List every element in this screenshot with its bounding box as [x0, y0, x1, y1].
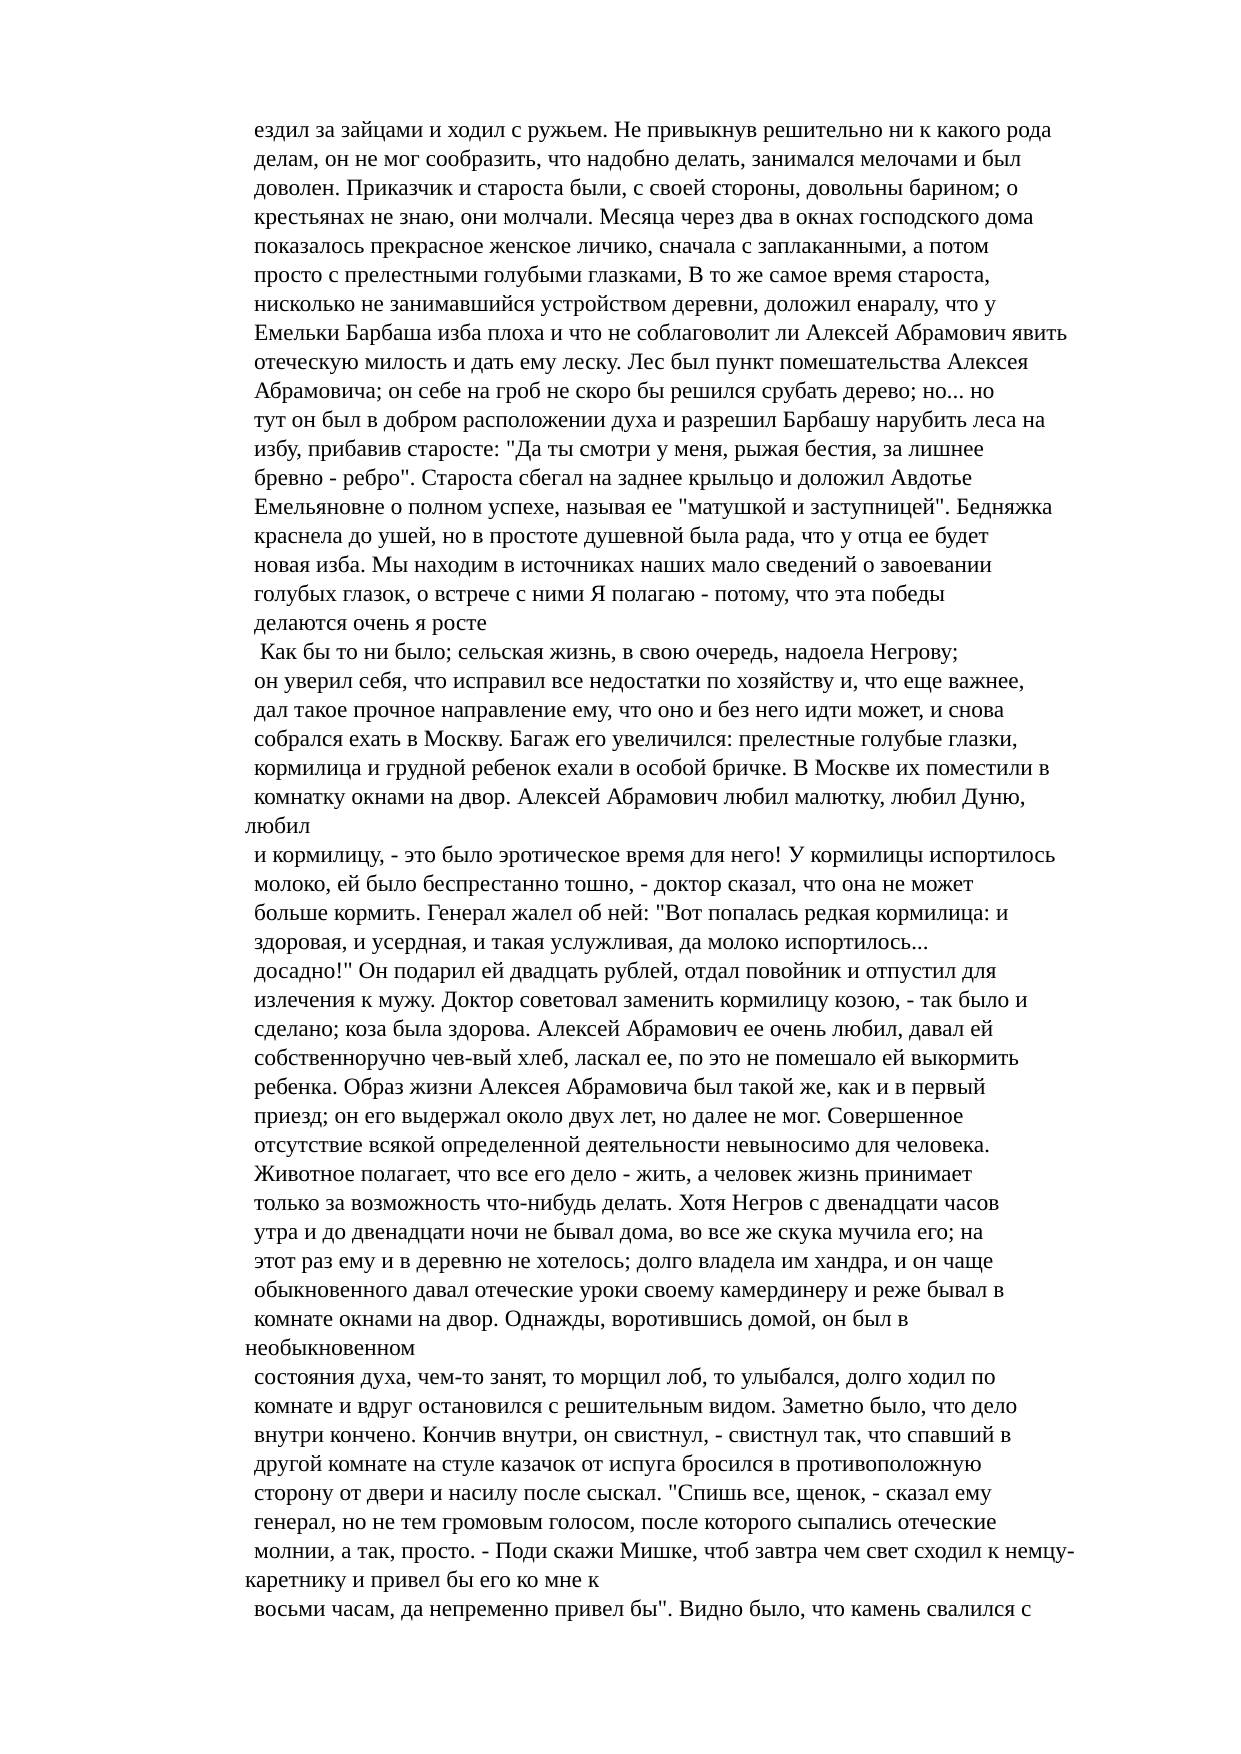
text-line: краснела до ушей, но в простоте душевной была рада, что у отца ее будет — [254, 523, 989, 549]
text-line: отсутствие всякой определенной деятельности невыносимо для человека. — [254, 1132, 990, 1158]
text-line: этот раз ему и в деревню не хотелось; долго владела им хандра, и он чаще — [254, 1248, 994, 1274]
text-line: крестьянах не знаю, они молчали. Месяца через два в окнах господского дома — [254, 204, 1034, 230]
text-line: новая изба. Мы находим в источниках наших мало сведений о завоевании — [254, 552, 992, 578]
text-line: каретнику и привел бы его ко мне к — [245, 1567, 600, 1593]
text-line: он уверил себя, что исправил все недостатки по хозяйству и, что еще важнее, — [254, 668, 1025, 694]
text-line: утра и до двенадцати ночи не бывал дома, во все же скука мучила его; на — [254, 1219, 984, 1245]
text-line: просто с прелестными голубыми глазками, В то же самое время староста, — [254, 262, 991, 288]
text-line: другой комнате на стуле казачок от испуга бросился в противоположную — [254, 1451, 982, 1477]
text-line: собственноручно чев-вый хлеб, ласкал ее, по это не помешало ей выкормить — [254, 1045, 1019, 1071]
text-line: молнии, а так, просто. - Поди скажи Мишке, чтоб завтра чем свет сходил к немцу- — [254, 1538, 1075, 1564]
text-line: обыкновенного давал отеческие уроки своему камердинеру и реже бывал в — [254, 1277, 1005, 1303]
text-line: избу, прибавив старосте: "Да ты смотри у меня, рыжая бестия, за лишнее — [254, 436, 984, 462]
text-line: отеческую милость и дать ему леску. Лес был пункт помешательства Алексея — [254, 349, 1029, 375]
text-line: ездил за зайцами и ходил с ружьем. Не привыкнув решительно ни к какого рода — [254, 117, 1052, 143]
text-line: приезд; он его выдержал около двух лет, но далее не мог. Совершенное — [254, 1103, 964, 1129]
text-line: внутри кончено. Кончив внутри, он свистнул, - свистнул так, что спавший в — [254, 1422, 1012, 1448]
text-line: дал такое прочное направление ему, что оно и без него идти может, и снова — [254, 697, 1005, 723]
text-line: излечения к мужу. Доктор советовал заменить кормилицу козою, - так было и — [254, 987, 1028, 1013]
text-line: Как бы то ни было; сельская жизнь, в свою очередь, надоела Негрову; — [254, 639, 959, 665]
text-line: только за возможность что-нибудь делать. Хотя Негров с двенадцати часов — [254, 1190, 1000, 1216]
text-line: больше кормить. Генерал жалел об ней: "Вот попалась редкая кормилица: и — [254, 900, 1009, 926]
text-line: доволен. Приказчик и староста были, с своей стороны, довольны барином; о — [254, 175, 1019, 201]
text-line: и кормилицу, - это было эротическое время для него! У кормилицы испортилось — [254, 842, 1056, 868]
text-line: состояния духа, чем-то занят, то морщил лоб, то улыбался, долго ходил по — [254, 1364, 996, 1390]
text-line: тут он был в добром расположении духа и разрешил Барбашу нарубить леса на — [254, 407, 1046, 433]
text-line: кормилица и грудной ребенок ехали в особой бричке. В Москве их поместили в — [254, 755, 1050, 781]
text-line: делам, он не мог сообразить, что надобно делать, занимался мелочами и был — [254, 146, 1022, 172]
text-line: любил — [245, 813, 311, 839]
text-line: комнате и вдруг остановился с решительным видом. Заметно было, что дело — [254, 1393, 1018, 1419]
text-line: Емельки Барбаша изба плоха и что не соблаговолит ли Алексей Абрамович явить — [254, 320, 1068, 346]
text-line: комнатку окнами на двор. Алексей Абрамович любил малютку, любил Дуню, — [254, 784, 1026, 810]
text-line: собрался ехать в Москву. Багаж его увеличился: прелестные голубые глазки, — [254, 726, 1018, 752]
text-line: Емельяновне о полном успехе, называя ее "матушкой и заступницей". Бедняжка — [254, 494, 1053, 520]
text-line: генерал, но не тем громовым голосом, после которого сыпались отеческие — [254, 1509, 997, 1535]
text-line: здоровая, и усердная, и такая услужливая, да молоко испортилось... — [254, 929, 929, 955]
text-line: восьми часам, да непременно привел бы". Видно было, что камень свалился с — [254, 1596, 1032, 1622]
text-line: Абрамовича; он себе на гроб не скоро бы решился срубать дерево; но... но — [254, 378, 995, 404]
text-line: голубых глазок, о встрече с ними Я полагаю - потому, что эта победы — [254, 581, 945, 607]
text-line: показалось прекрасное женское личико, сначала с заплаканными, а потом — [254, 233, 989, 259]
text-line: необыкновенном — [245, 1335, 416, 1361]
text-line: ребенка. Образ жизни Алексея Абрамовича был такой же, как и в первый — [254, 1074, 986, 1100]
text-line: сторону от двери и насилу после сыскал. "Спишь все, щенок, - сказал ему — [254, 1480, 992, 1506]
text-line: досадно!" Он подарил ей двадцать рублей, отдал повойник и отпустил для — [254, 958, 997, 984]
text-line: делаются очень я росте — [254, 610, 487, 636]
text-line: нисколько не занимавшийся устройством деревни, доложил енаралу, что у — [254, 291, 997, 317]
text-line: молоко, ей было беспрестанно тошно, - доктор сказал, что она не может — [254, 871, 974, 897]
text-line: бревно - ребро". Староста сбегал на заднее крыльцо и доложил Авдотье — [254, 465, 973, 491]
document-body — [245, 116, 1214, 1624]
text-line: Животное полагает, что все его дело - жить, а человек жизнь принимает — [254, 1161, 973, 1187]
text-line: сделано; коза была здорова. Алексей Абрамович ее очень любил, давал ей — [254, 1016, 994, 1042]
text-line: комнате окнами на двор. Однажды, воротившись домой, он был в — [254, 1306, 909, 1332]
